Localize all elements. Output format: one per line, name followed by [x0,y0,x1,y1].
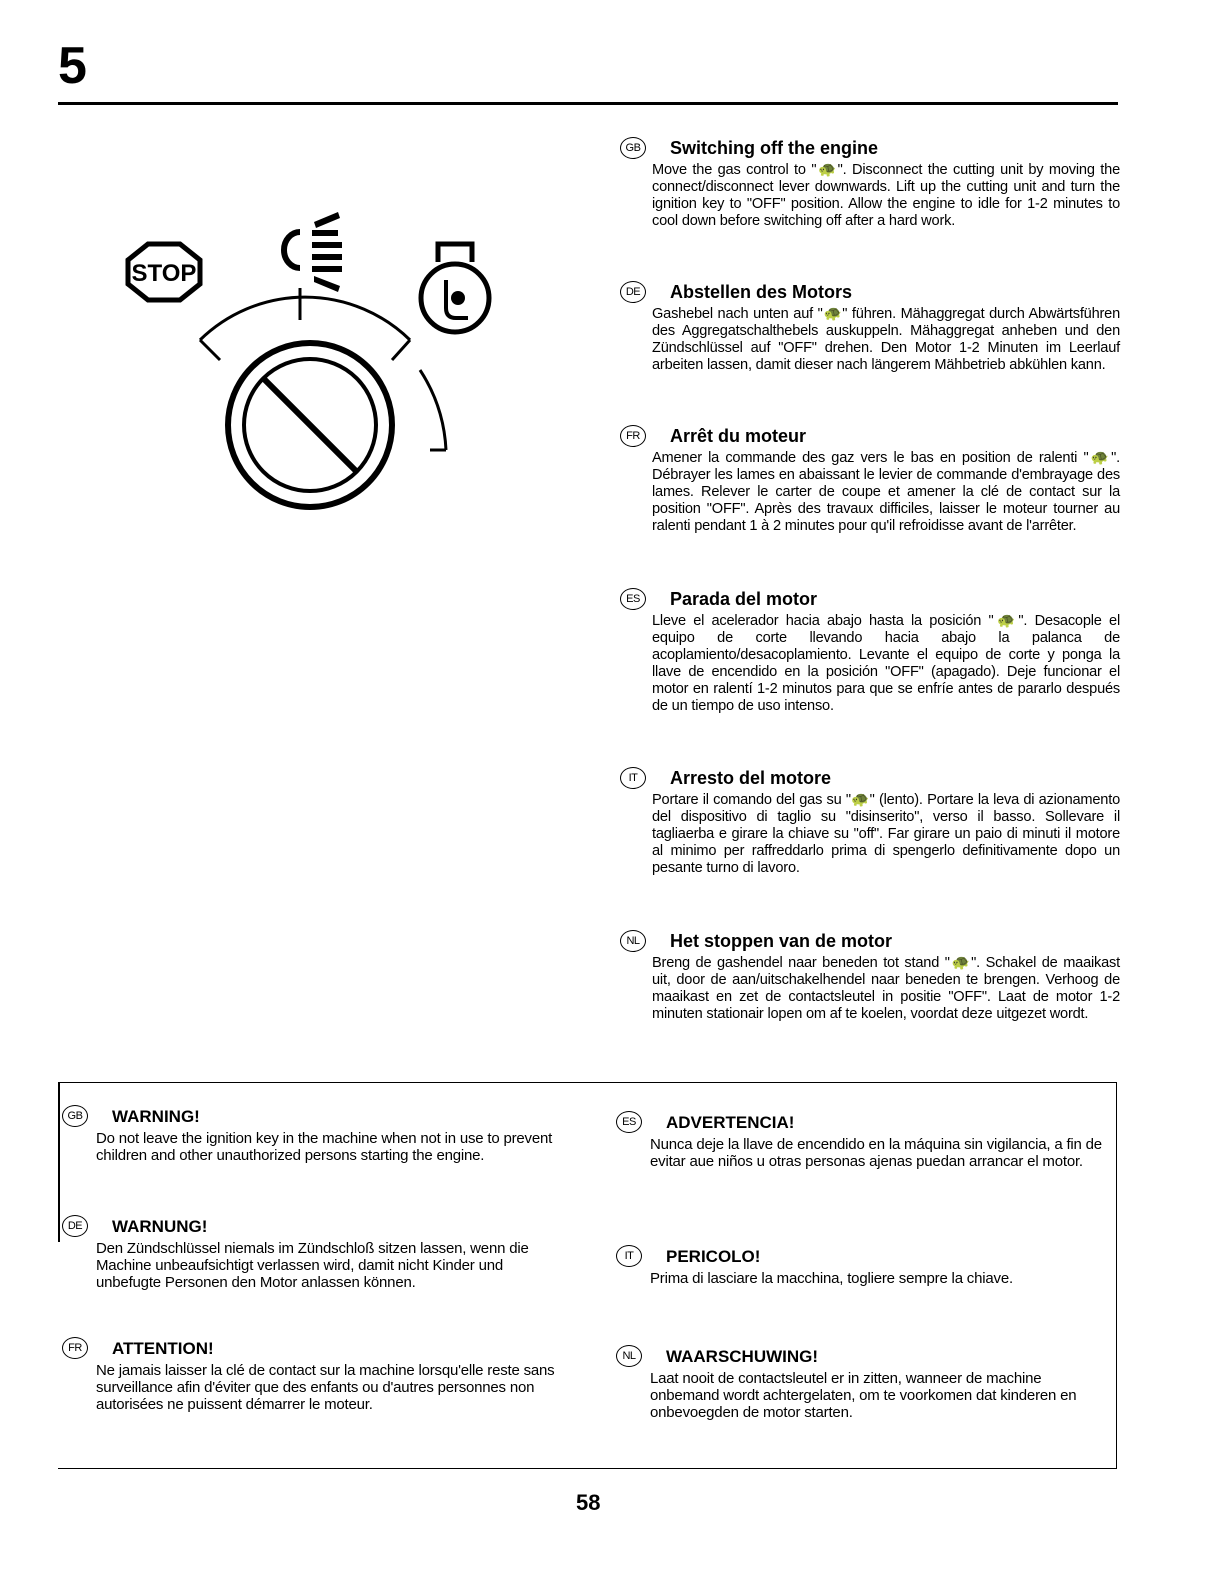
warning-box-left-rule [58,1082,60,1242]
warning-title: WARNING! [112,1106,200,1126]
throttle-diagram [100,200,520,520]
section-es [620,587,1120,715]
warning-title: WARNUNG! [112,1216,208,1236]
language-badge-gb: GB [62,1105,88,1127]
warning-es [616,1110,1111,1170]
section-body: Breng de gashendel naar beneden tot stand "🐢". Schakel de maaikast uit, door de aan/uitschakelhendel naar beneden te brengen. Verhoog de maaikast en zet de contactsleutel in positie "OFF". Laat de motor 1-2 minuten stationair lopen om af te koelen, voordat deze uitgezet wordt. [652,955,1120,1022]
warning-title: ADVERTENCIA! [666,1112,795,1132]
language-badge-gb: GB [620,137,646,159]
throttle-figure [100,200,520,520]
section-body: Lleve el acelerador hacia abajo hasta la posición "🐢". Desacople el equipo de corte llevando hacia abajo la palanca de acoplamiento/desacoplamiento. Levante el equipo de corte y ponga la llave de encendido en la posición "OFF" (apagado). Deje funcionar el motor en ralentí 1-2 minutos para que se enfríe antes de pararlo después de un tiempo de uso intenso. [652,613,1120,714]
language-badge-es: ES [620,588,646,610]
warning-fr [62,1336,567,1413]
section-title: Parada del motor [670,589,818,609]
choke-icon [421,244,489,332]
section-title: Arrêt du moteur [670,426,807,446]
language-badge-de: DE [620,281,646,303]
section-title: Abstellen des Motors [670,282,853,302]
stop-label: STOP [131,260,197,287]
section-nl [620,929,1120,1023]
warning-body: Laat nooit de contactsleutel er in zitten, wanneer de machine onbemand wordt achtergelaten, om te voorkomen dat kinderen en onbevoegden de motor starten. [650,1370,1077,1421]
language-badge-nl: NL [616,1345,642,1367]
header-rule [58,102,1118,105]
section-body: Move the gas control to "🐢". Disconnect the cutting unit by moving the connect/disconnect lever downwards. Lift up the cutting unit and turn the ignition key to "OFF" position. Allow the engine to idle for 1-2 minutes to cool down before switching off after a hard work. [652,162,1120,229]
warning-gb [62,1104,567,1164]
warning-title: ATTENTION! [112,1338,214,1358]
section-title: Arresto del motore [670,768,832,788]
warning-body: Den Zündschlüssel niemals im Zündschloß sitzen lassen, wenn die Machine unbeaufsichtigt verlassen wird, damit nicht Kinder und unbefugte Personen den Motor anlassen können. [96,1240,529,1291]
section-de [620,280,1120,374]
page-number: 58 [576,1490,601,1515]
section-title: Switching off the engine [670,138,878,158]
language-badge-de: DE [62,1215,88,1237]
warning-it [616,1244,1111,1287]
warning-body: Nunca deje la llave de encendido en la máquina sin vigilancia, a fin de evitar aue niños u otras personas ajenas puedan arrancar el motor. [650,1136,1102,1170]
warning-title: WAARSCHUWING! [666,1346,819,1366]
section-gb [620,136,1120,230]
section-fr [620,424,1120,535]
warning-body: Prima di lasciare la macchina, togliere sempre la chiave. [650,1270,1013,1287]
language-badge-it: IT [620,767,646,789]
language-badge-it: IT [616,1245,642,1267]
section-body: Portare il comando del gas su "🐢" (lento). Portare la leva di azionamento del dispositivo di taglio su "disinserito", verso il basso. Sollevare il tagliaerba e girare la chiave su "off". Far girare un paio di minuti il motore al minimo per raffreddarlo prima di spengerlo definitivamente dopo un pesante turno di lavoro. [652,792,1120,876]
throttle-fast-icon [284,212,342,292]
warning-body: Do not leave the ignition key in the machine when not in use to prevent children and other unauthorized persons starting the engine. [96,1130,553,1164]
section-it [620,766,1120,877]
section-body: Amener la commande des gaz vers le bas en position de ralenti "🐢". Débrayer les lames en abaissant le levier de commande d'embrayage des lames. Relever le carter de coupe et amener la clé de contact sur la position "OFF". Après des travaux difficiles, laisser le moteur tourner au ralenti pendant 1 à 2 minutes pour qu'il refroidisse avant de l'arrêter. [652,450,1120,534]
warning-de [62,1214,567,1291]
language-badge-fr: FR [620,425,646,447]
chapter-number: 5 [58,37,86,95]
prohibited-icon [228,343,392,507]
warning-title: PERICOLO! [666,1246,761,1266]
section-title: Het stoppen van de motor [670,931,893,951]
warning-body: Ne jamais laisser la clé de contact sur la machine lorsqu'elle reste sans surveillance afin d'éviter que des enfants ou d'autres personnes non autorisées ne puissent démarrer le moteur. [96,1362,555,1413]
language-badge-fr: FR [62,1337,88,1359]
stop-sign-icon [128,244,200,300]
language-badge-nl: NL [620,930,646,952]
language-badge-es: ES [616,1111,642,1133]
section-body: Gashebel nach unten auf "🐢" führen. Mähaggregat durch Abwärtsführen des Aggregatschalthebels auskuppeln. Mähaggregat anheben und den Zündschlüssel auf "OFF" drehen. Den Motor 1-2 Minuten im Leerlauf arbeiten lassen, damit dieser nach längerem Mähbetrieb abkühlen kann. [652,306,1120,373]
warning-nl [616,1344,1111,1421]
